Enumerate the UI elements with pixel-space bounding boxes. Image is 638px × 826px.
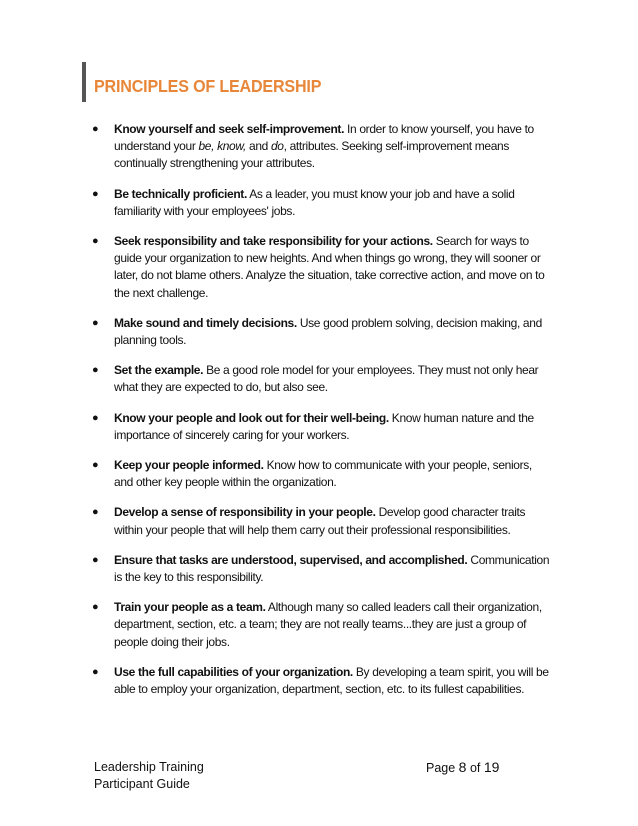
footer-line: Leadership Training <box>94 760 204 774</box>
list-item <box>92 457 552 491</box>
page-title: PRINCIPLES OF LEADERSHIP <box>94 76 322 96</box>
principle-text: Know human nature and the importance of sincerely caring for your workers. <box>114 410 534 442</box>
principle-text: Search for ways to guide your organization to new heights. And when things go wrong, they will sooner or later, do not blame others. Analyze the situation, take corrective action, and move on to the next challenge. <box>114 234 545 300</box>
bullet-icon: ● <box>92 459 99 472</box>
principle-text: Communication is the key to this responsibility. <box>114 552 550 585</box>
list-item <box>92 186 552 220</box>
page-current: 8 <box>458 759 467 775</box>
principles-list <box>92 121 552 711</box>
principle-text: By developing a team spirit, you will be able to employ your organization, department, section, etc. to its fullest capabilities. <box>114 664 549 697</box>
bullet-icon: ● <box>92 235 99 248</box>
bullet-icon: ● <box>92 553 99 566</box>
heading-accent-bar <box>82 62 86 102</box>
principle-text: Be a good role model for your employees. They must not only hear what they are expected to do, but also see. <box>114 363 539 395</box>
principle-lead: Be technically proficient. <box>114 186 247 201</box>
bullet-icon: ● <box>92 316 99 329</box>
list-item <box>92 121 552 173</box>
principle-text: , attributes. Seeking self-improvement means continually strengthening your attributes. <box>114 139 510 171</box>
principle-lead: Know your people and look out for their well-being. <box>114 410 389 425</box>
principle-text: Develop good character traits within your people that will help them carry out their professional responsibilities. <box>114 505 526 537</box>
principle-text: and <box>246 139 271 154</box>
list-item <box>92 362 552 396</box>
principle-text: Although many so called leaders call their organization, department, section, etc. a team; they are not really teams...they are just a group of people doing their jobs. <box>114 600 542 649</box>
principle-emphasis: do <box>270 139 284 154</box>
principle-lead: Set the example. <box>114 363 204 378</box>
bullet-icon: ● <box>92 506 99 519</box>
list-item <box>92 233 552 302</box>
principle-lead: Train your people as a team. <box>114 600 266 615</box>
principle-lead: Ensure that tasks are understood, supervised, and accomplished. <box>114 552 468 567</box>
list-item <box>92 315 552 349</box>
principle-text: In order to know yourself, you have to understand your <box>114 122 534 154</box>
list-item <box>92 552 552 586</box>
principle-lead: Develop a sense of responsibility in your people. <box>114 505 376 520</box>
bullet-icon: ● <box>92 187 99 200</box>
principle-emphasis: be, know, <box>198 139 247 154</box>
principle-lead: Know yourself and seek self-improvement. <box>114 122 345 136</box>
bullet-icon: ● <box>92 411 99 424</box>
list-item <box>92 410 552 444</box>
bullet-icon: ● <box>92 123 99 135</box>
page-label: Page <box>426 761 459 775</box>
list-item <box>92 664 552 698</box>
principle-lead: Seek responsibility and take responsibility for your actions. <box>114 234 433 249</box>
principle-text: Know how to communicate with your people, seniors, and other key people within the organization. <box>114 458 532 490</box>
page-number <box>426 759 499 777</box>
footer-title <box>94 759 204 793</box>
footer-line: Participant Guide <box>94 777 190 791</box>
bullet-icon: ● <box>92 665 99 678</box>
principle-lead: Make sound and timely decisions. <box>114 315 297 330</box>
list-item <box>92 599 552 651</box>
bullet-icon: ● <box>92 364 99 377</box>
page-of: of <box>466 761 484 775</box>
page-total: 19 <box>483 759 500 775</box>
list-item <box>92 504 552 538</box>
principle-lead: Keep your people informed. <box>114 458 264 473</box>
principle-lead: Use the full capabilities of your organization. <box>114 664 353 679</box>
bullet-icon: ● <box>92 601 99 614</box>
principle-text: As a leader, you must know your job and have a solid familiarity with your employees' jobs. <box>114 186 515 218</box>
principle-text: Use good problem solving, decision making, and planning tools. <box>114 315 542 348</box>
